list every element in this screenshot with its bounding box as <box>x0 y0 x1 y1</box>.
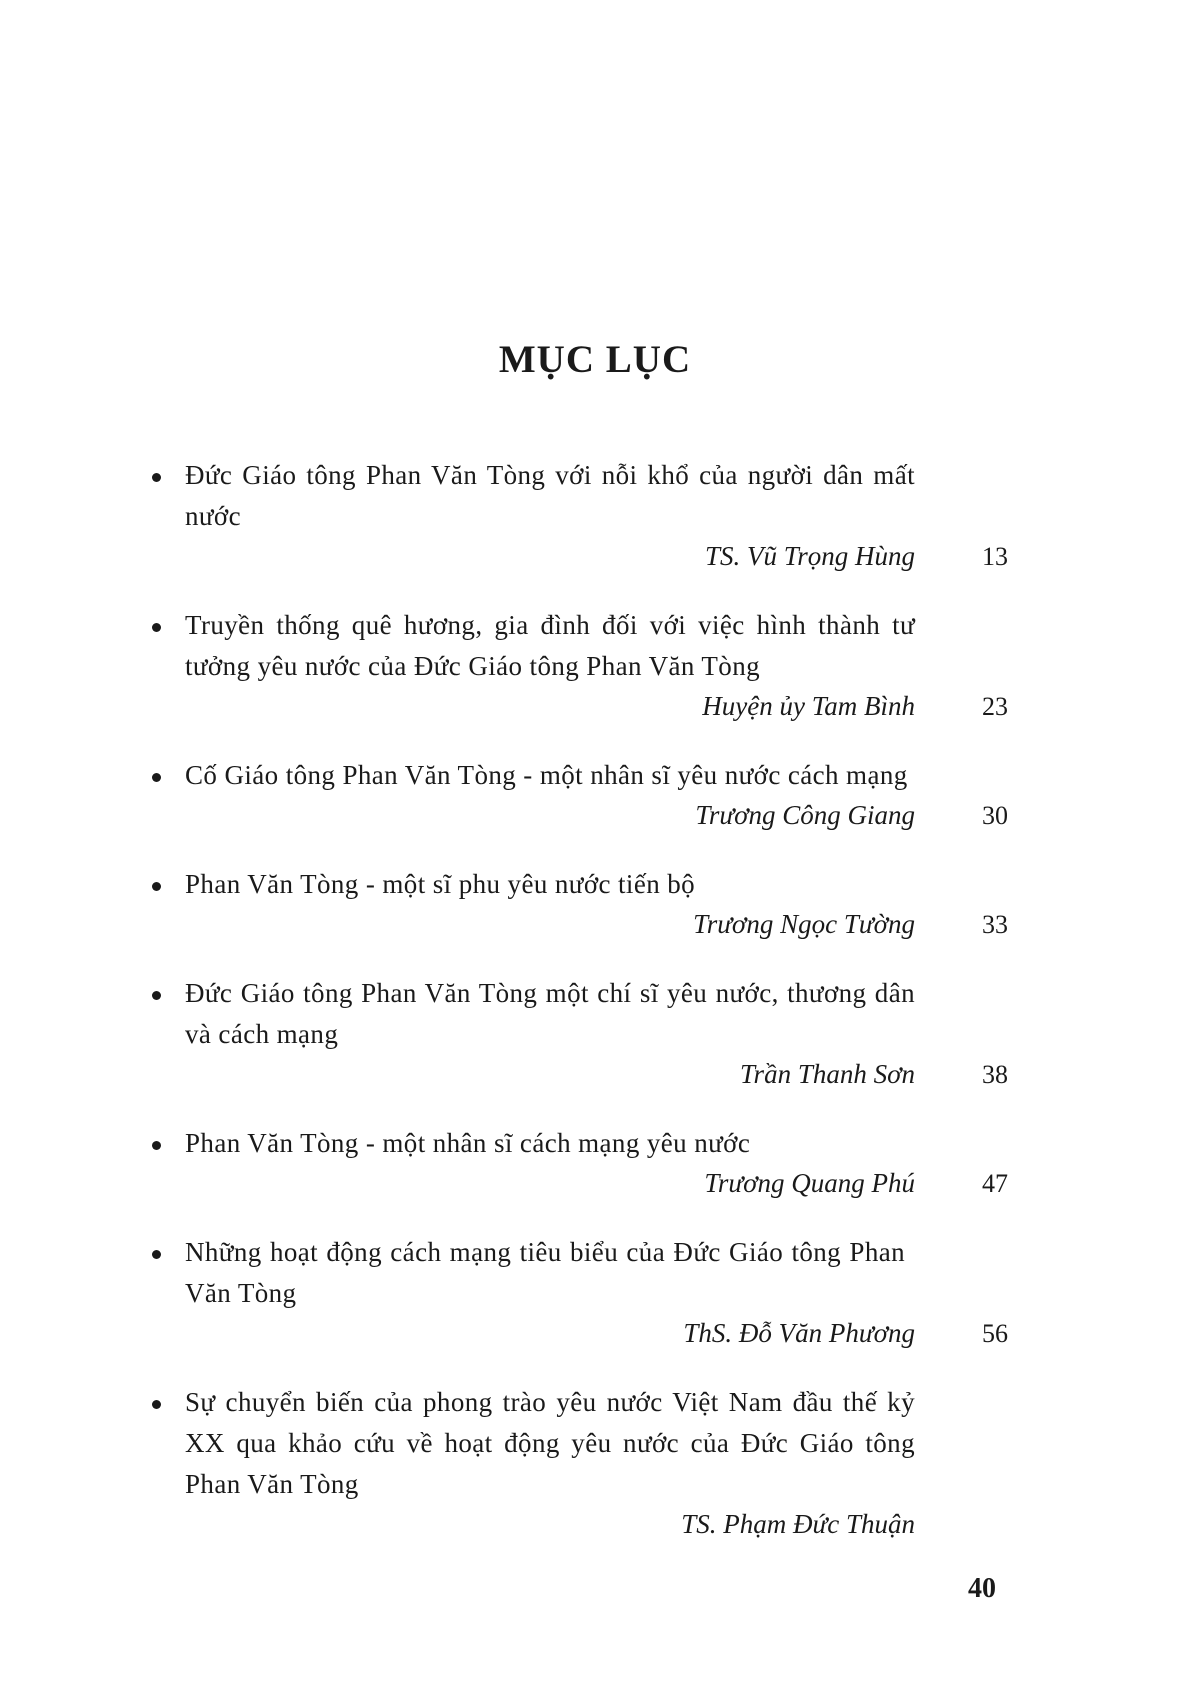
toc-title: MỤC LỤC <box>498 338 692 381</box>
entry-page: 13 <box>982 542 1008 571</box>
toc-entry-6[interactable] <box>150 1123 1050 1207</box>
toc-entry-5[interactable] <box>150 973 1050 1098</box>
entry-author: Trương Ngọc Tường <box>693 909 915 939</box>
entry-page: 33 <box>982 910 1008 939</box>
entry-author: ThS. Đỗ Văn Phương <box>683 1318 915 1348</box>
entry-author: Trương Công Giang <box>695 800 915 830</box>
bullet-icon <box>152 1141 161 1150</box>
entry-title: Sự chuyển biến của phong trào yêu nước Việt Nam đầu thế kỷ XX qua khảo cứu về hoạt động yêu nước của Đức Giáo tông Phan Văn Tòng <box>185 1387 915 1499</box>
entry-page: 47 <box>982 1169 1008 1198</box>
toc-entry-1[interactable] <box>150 455 1050 580</box>
bullet-icon <box>152 991 161 1000</box>
entry-page: 56 <box>982 1319 1008 1348</box>
bullet-icon <box>152 473 161 482</box>
toc-entry-3[interactable] <box>150 755 1050 839</box>
table-of-contents <box>150 455 1050 1548</box>
entry-author: Trương Quang Phú <box>704 1168 915 1198</box>
entry-page: 23 <box>982 692 1008 721</box>
entry-title: Phan Văn Tòng - một nhân sĩ cách mạng yêu nước <box>185 1128 751 1158</box>
entry-author: TS. Vũ Trọng Hùng <box>704 541 915 571</box>
entry-author: TS. Phạm Đức Thuận <box>681 1509 915 1539</box>
entry-author: Trần Thanh Sơn <box>740 1059 915 1089</box>
entry-page: 30 <box>982 801 1008 830</box>
toc-entry-8[interactable] <box>150 1382 1050 1548</box>
entry-title: Phan Văn Tòng - một sĩ phu yêu nước tiến bộ <box>185 869 696 899</box>
bullet-icon <box>152 1250 161 1259</box>
toc-entry-7[interactable] <box>150 1232 1050 1357</box>
entry-author: Huyện ủy Tam Bình <box>702 691 915 721</box>
entry-title: Đức Giáo tông Phan Văn Tòng với nỗi khổ của người dân mất nước <box>185 460 915 531</box>
entry-title: Đức Giáo tông Phan Văn Tòng một chí sĩ yêu nước, thương dân và cách mạng <box>185 978 915 1049</box>
bullet-icon <box>152 882 161 891</box>
entry-title: Những hoạt động cách mạng tiêu biểu của Đức Giáo tông Phan Văn Tòng <box>185 1237 905 1308</box>
toc-entry-2[interactable] <box>150 605 1050 730</box>
entry-title: Truyền thống quê hương, gia đình đối với việc hình thành tư tưởng yêu nước của Đức Giáo tông Phan Văn Tòng <box>185 610 915 681</box>
toc-entry-4[interactable] <box>150 864 1050 948</box>
page-number: 40 <box>968 1573 996 1604</box>
entry-page: 38 <box>982 1060 1008 1089</box>
bullet-icon <box>152 1400 161 1409</box>
bullet-icon <box>152 773 161 782</box>
bullet-icon <box>152 623 161 632</box>
entry-title: Cố Giáo tông Phan Văn Tòng - một nhân sĩ yêu nước cách mạng <box>185 760 908 790</box>
